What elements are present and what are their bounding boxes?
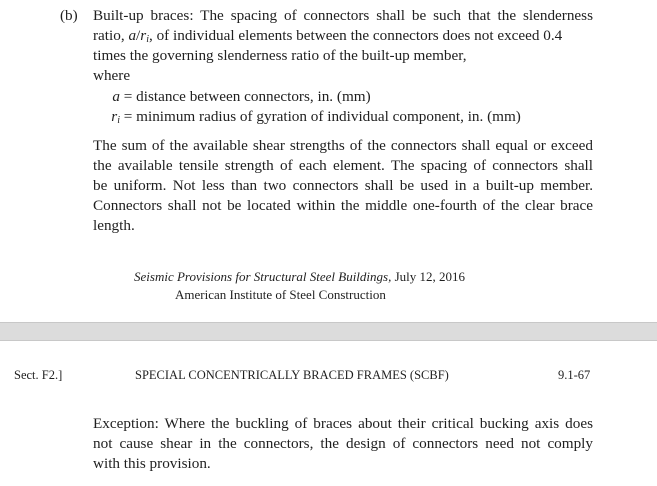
running-header-title: SPECIAL CONCENTRICALLY BRACED FRAMES (SCBF) <box>135 368 449 382</box>
definition-ri <box>108 107 521 127</box>
footer-date: July 12, 2016 <box>391 269 466 284</box>
ratio-prefix: ratio, <box>93 27 129 44</box>
footer-citation <box>134 268 465 285</box>
page-number: 9.1-67 <box>558 368 591 382</box>
paragraph-line-3: be uniform. Not less than two connectors shall be used in a built-up member. <box>93 177 593 194</box>
paragraph-line-1: The sum of the available shear strengths of the connectors shall equal or exceed <box>93 137 593 154</box>
subscript-i: i <box>117 115 120 126</box>
item-label: (b) <box>60 7 78 24</box>
symbol-r: r <box>111 108 118 125</box>
ratio-slash: / <box>136 27 141 44</box>
definition-a <box>108 87 371 107</box>
item-text-line-3: times the governing slenderness ratio of the built-up member, <box>93 47 467 64</box>
definition-symbol <box>108 107 120 127</box>
page-separator <box>0 322 657 341</box>
definition-text: = minimum radius of gyration of individual component, in. (mm) <box>123 108 521 125</box>
paragraph-line-2: the available tensile strength of each element. The spacing of connectors shall <box>93 157 593 174</box>
paragraph-line-4: Connectors shall not be located within the middle one-fourth of the clear brace <box>93 197 593 214</box>
definition-text: = distance between connectors, in. (mm) <box>123 88 371 105</box>
footer-title: Seismic Provisions for Structural Steel Buildings, <box>134 269 392 284</box>
exception-line-1: Exception: Where the buckling of braces about their critical bucking axis does <box>93 415 593 432</box>
definition-symbol: a <box>112 88 120 105</box>
subscript-i: i <box>146 34 149 45</box>
symbol-a: a <box>128 27 137 44</box>
ratio-suffix: , of individual elements between the connectors does not exceed 0.4 <box>148 27 563 44</box>
item-text-line-1: Built-up braces: The spacing of connectors shall be such that the slenderness <box>93 7 593 24</box>
section-reference: Sect. F2.] <box>14 368 63 382</box>
paragraph-line-5: length. <box>93 217 135 234</box>
symbol-r: r <box>140 27 147 44</box>
exception-line-3: with this provision. <box>93 455 211 472</box>
where-label: where <box>93 67 131 84</box>
exception-line-2: not cause shear in the connectors, the design of connectors need not comply <box>93 435 593 452</box>
footer-organization: American Institute of Steel Construction <box>175 287 386 302</box>
ratio-line <box>93 26 562 46</box>
